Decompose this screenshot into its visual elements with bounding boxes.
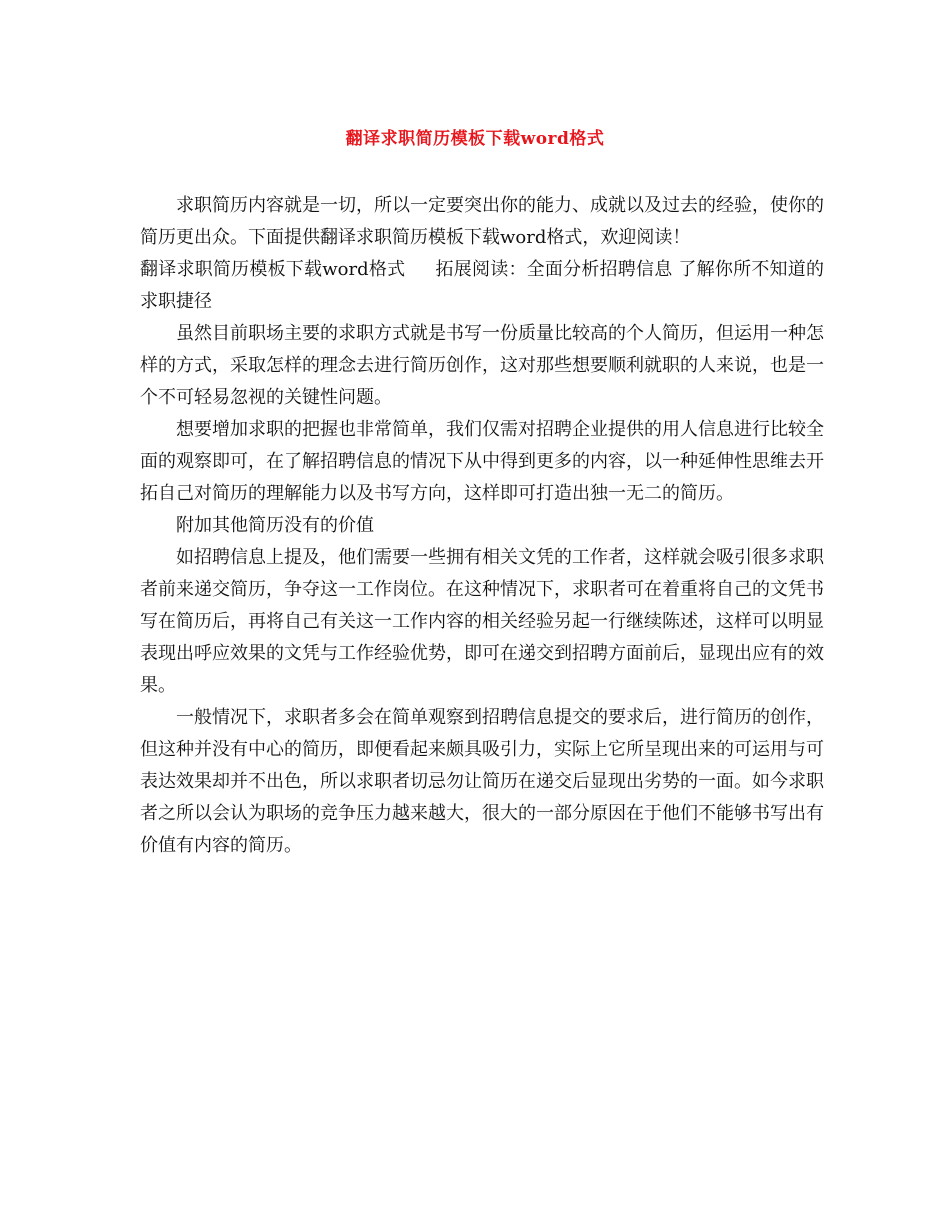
document-title: 翻译求职简历模板下载word格式	[345, 129, 605, 149]
document-body	[140, 190, 824, 862]
paragraph-intro: 求职简历内容就是一切，所以一定要突出你的能力、成就以及过去的经验，使你的简历更出众。下面提供翻译求职简历模板下载word格式，欢迎阅读！	[140, 195, 824, 248]
section-heading: 附加其他简历没有的价值	[176, 515, 374, 536]
extended-reading-link: 拓展阅读：全面分析招聘信息 了解你所不知道的求职捷径	[140, 259, 824, 312]
paragraph-extended-reading	[140, 254, 824, 318]
extended-reading-title: 翻译求职简历模板下载word格式	[140, 259, 406, 280]
paragraph-3: 想要增加求职的把握也非常简单，我们仅需对招聘企业提供的用人信息进行比较全面的观察即可，在了解招聘信息的情况下从中得到更多的内容，以一种延伸性思维去开拓自己对简历的理解能力以及书写方向，这样即可打造出独一无二的简历。	[140, 419, 824, 504]
paragraph-4: 如招聘信息上提及，他们需要一些拥有相关文凭的工作者，这样就会吸引很多求职者前来递交简历，争夺这一工作岗位。在这种情况下，求职者可在着重将自己的文凭书写在简历后，再将自己有关这一工作内容的相关经验另起一行继续陈述，这样可以明显表现出呼应效果的文凭与工作经验优势，即可在递交到招聘方面前后，显现出应有的效果。	[140, 547, 824, 696]
paragraph-5: 一般情况下，求职者多会在简单观察到招聘信息提交的要求后，进行简历的创作，但这种并没有中心的简历，即便看起来颇具吸引力，实际上它所呈现出来的可运用与可表达效果却并不出色，所以求职者切忌勿让简历在递交后显现出劣势的一面。如今求职者之所以会认为职场的竞争压力越来越大，很大的一部分原因在于他们不能够书写出有价值有内容的简历。	[140, 707, 824, 856]
paragraph-2: 虽然目前职场主要的求职方式就是书写一份质量比较高的个人简历，但运用一种怎样的方式，采取怎样的理念去进行简历创作，这对那些想要顺利就职的人来说，也是一个不可轻易忽视的关键性问题。	[140, 323, 824, 408]
